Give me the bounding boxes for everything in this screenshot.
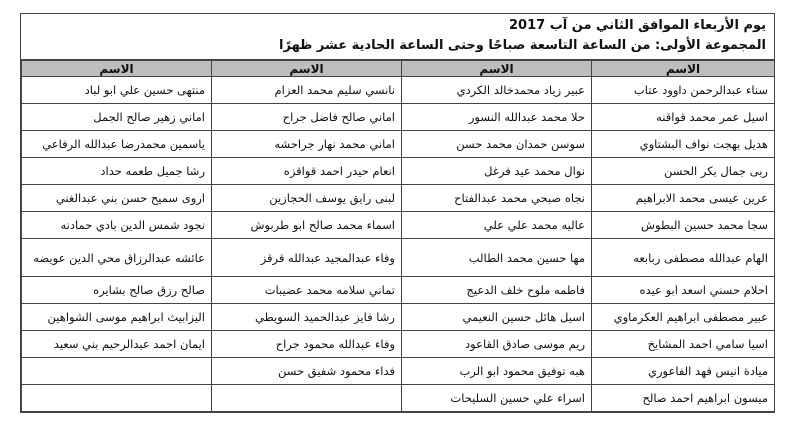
- table-row: [22, 131, 775, 158]
- column-header: الاسم: [592, 61, 775, 77]
- name-cell: نانسي سليم محمد العزام: [212, 77, 402, 104]
- table-row: [22, 212, 775, 239]
- name-cell: اسيل هائل حسين النعيمي: [402, 304, 592, 331]
- group-title: المجموعة الأولى: من الساعة التاسعة صباحًا وحتى الساعة الحادية عشر ظهرًا: [279, 38, 766, 53]
- table-row: [22, 331, 775, 358]
- name-cell: احلام حسني اسعد ابو عيده: [592, 277, 775, 304]
- name-cell: لبنى رايق يوسف الحجازين: [212, 185, 402, 212]
- name-cell: حلا محمد عبدالله النسور: [402, 104, 592, 131]
- table-row: [22, 239, 775, 277]
- name-cell: سجا محمد حسين البطوش: [592, 212, 775, 239]
- name-cell: [22, 385, 212, 412]
- name-cell: [212, 385, 402, 412]
- name-cell: سوسن حمدان محمد حسن: [402, 131, 592, 158]
- table-row: [22, 158, 775, 185]
- name-cell: الهام عبدالله مصطفى ربابعه: [592, 239, 775, 277]
- name-cell: ريم موسى صادق القاعود: [402, 331, 592, 358]
- name-cell: اليزابيث ابراهيم موسى الشواهين: [22, 304, 212, 331]
- column-header: الاسم: [22, 61, 212, 77]
- name-cell: نجاه صبحي محمد عبدالفتاح: [402, 185, 592, 212]
- table-row: [22, 304, 775, 331]
- name-cell: اسماء محمد صالح ابو طربوش: [212, 212, 402, 239]
- table-row: [22, 277, 775, 304]
- name-cell: اسيل عمر محمد قواقنه: [592, 104, 775, 131]
- name-cell: انعام حيدر احمد قواقزه: [212, 158, 402, 185]
- name-cell: اماني زهير صالح الجمل: [22, 104, 212, 131]
- name-cell: اسيا سامي احمد المشايخ: [592, 331, 775, 358]
- name-cell: فاطمه ملوح خلف الدعيج: [402, 277, 592, 304]
- table-row: [22, 104, 775, 131]
- sheet-header: [21, 14, 774, 60]
- name-cell: تماني سلامه محمد عضيبات: [212, 277, 402, 304]
- name-cell: فداء محمود شفيق حسن: [212, 358, 402, 385]
- table-row: [22, 385, 775, 412]
- table-header-row: [22, 61, 775, 77]
- name-cell: عاليه محمد علي علي: [402, 212, 592, 239]
- table-row: [22, 358, 775, 385]
- table-row: [22, 77, 775, 104]
- name-cell: اروى سميح حسن بني عبدالغني: [22, 185, 212, 212]
- name-cell: [22, 358, 212, 385]
- name-cell: عبير مصطفى ابراهيم العكرماوي: [592, 304, 775, 331]
- name-cell: ميسون ابراهيم احمد صالح: [592, 385, 775, 412]
- name-cell: ميادة انيس فهد الفاعوري: [592, 358, 775, 385]
- name-cell: هديل بهجت نواف البشتاوي: [592, 131, 775, 158]
- name-cell: ياسمين محمدرضا عبدالله الرفاعي: [22, 131, 212, 158]
- name-cell: اماني صالح فاضل جراح: [212, 104, 402, 131]
- date-title: يوم الأربعاء الموافق الثاني من آب 2017: [509, 18, 766, 33]
- names-table: [21, 60, 775, 412]
- column-header: الاسم: [212, 61, 402, 77]
- name-cell: ربى جمال بكر الحسن: [592, 158, 775, 185]
- table-body: [22, 77, 775, 412]
- name-cell: نوال محمد عيد فرغل: [402, 158, 592, 185]
- table-row: [22, 185, 775, 212]
- column-header: الاسم: [402, 61, 592, 77]
- name-cell: عائشه عبدالرزاق محي الدين عويضه: [22, 239, 212, 277]
- name-cell: صالح رزق صالح بشايره: [22, 277, 212, 304]
- name-cell: ايمان احمد عبدالرحيم بني سعيد: [22, 331, 212, 358]
- name-cell: منتهى حسين علي ابو لباد: [22, 77, 212, 104]
- name-cell: عبير زياد محمدخالد الكردي: [402, 77, 592, 104]
- name-cell: اسراء علي حسين السليحات: [402, 385, 592, 412]
- name-cell: وفاء عبدالمجيد عبدالله قرقز: [212, 239, 402, 277]
- name-cell: اماني محمد نهار جراحشه: [212, 131, 402, 158]
- name-cell: سناء عبدالرحمن داوود عتاب: [592, 77, 775, 104]
- name-cell: رشا فايز عبدالحميد السويطي: [212, 304, 402, 331]
- name-cell: وفاء عبدالله محمود جراح: [212, 331, 402, 358]
- name-cell: نجود شمس الدين بادي حمادنه: [22, 212, 212, 239]
- name-cell: مها حسين محمد الطالب: [402, 239, 592, 277]
- name-cell: رشا جميل طعمه حداد: [22, 158, 212, 185]
- name-cell: عرين عيسى محمد الابراهيم: [592, 185, 775, 212]
- name-cell: هبه توفيق محمود ابو الرب: [402, 358, 592, 385]
- attendance-sheet: [20, 13, 775, 413]
